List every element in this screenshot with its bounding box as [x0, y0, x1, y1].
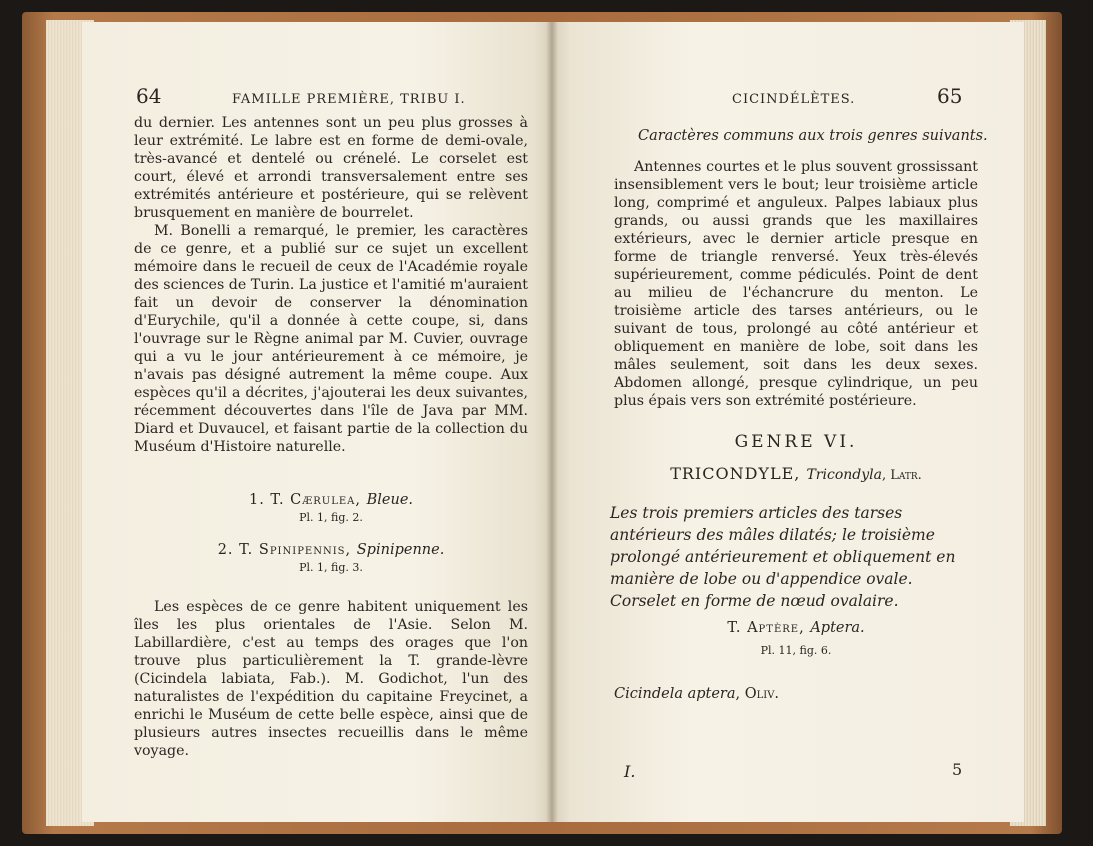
- species-aptera-latin: Aptera.: [810, 620, 865, 636]
- left-paragraph-1: du dernier. Les antennes sont un peu plus grosses à leur extrémité. Le labre est en forme de demi-ovale, très-avancé et dentelé ou crénelé. Le corselet est court, élevé et arrondi transversalement entre ses extrémités antérieure et postérieure, qui se relèvent brusquement en manière de bourrelet.: [134, 115, 528, 221]
- species-entry-2: [134, 542, 528, 574]
- left-paragraph-3: Les espèces de ce genre habitent uniquement les îles les plus orientales de l'Asie. Selon M. Labillardière, c'est au temps des orages que l'on trouve plus particulièrement la T. grande-lèvre (Cicindela labiata, Fab.). M. Godichot, l'un des naturalistes de l'expédition du capitaine Freycinet, a enrichi le Muséum de cette belle espèce, ainsi que de plusieurs autres insectes recueillis dans le même voyage.: [134, 599, 528, 759]
- running-head-left: FAMILLE PREMIÈRE, TRIBU I.: [232, 92, 466, 107]
- left-body-top: [134, 114, 528, 456]
- genus-latin: Tricondyla: [806, 467, 882, 483]
- species-2-french: Spinipenne.: [356, 542, 445, 558]
- genus-author: , Latr.: [881, 468, 922, 483]
- species-entry-1: [134, 492, 528, 524]
- genus-name: TRICONDYLE,: [670, 464, 807, 483]
- genus-heading: [614, 464, 978, 483]
- signature-volume: I.: [624, 762, 636, 781]
- left-paragraph-2: M. Bonelli a remarqué, le premier, les caractères de ce genre, et a publié sur ce sujet un excellent mémoire dans le recueil de ceux de l'Académie royale des sciences de Turin. La justice et l'amitié m'auraient fait un devoir de conserver la dénomination d'Eurychile, qu'il a donnée à cette coupe, si, dans l'ouvrage sur le Règne animal par M. Cuvier, ouvrage qui a vu le jour antérieurement à ce mémoire, je n'avais pas désigné autrement la même coupe. Aux espèces qu'il a décrites, j'ajouterai les deux suivantes, récemment découvertes dans l'île de Java par MM. Diard et Duvaucel, et faisant partie de la collection du Muséum d'Histoire naturelle.: [134, 223, 528, 455]
- right-page: [552, 22, 1024, 822]
- species-2-name: 2. T. Spinipennis,: [217, 542, 357, 558]
- synonym: [614, 686, 779, 702]
- synonym-latin: Cicindela aptera: [614, 686, 736, 702]
- signature-number: 5: [952, 760, 963, 779]
- right-paragraph-1: Antennes courtes et le plus souvent grossissant insensiblement vers le bout; leur troisième article long, comprimé et anguleux. Palpes labiaux plus grands, ou aussi grands que les maxillaires extérieurs, avec le dernier article presque en forme de triangle renversé. Yeux très-élevés supérieurement, comme pédiculés. Point de dent au milieu de l'échancrure du menton. Le troisième article des tarses antérieurs, ou le suivant de tous, prolongé au côté antérieur et obliquement en manière de lobe, soit dans les mâles seulement, soit dans les deux sexes. Abdomen allongé, presque cylindrique, un peu plus épais vers son extrémité postérieure.: [614, 159, 978, 409]
- species-2-plate: Pl. 1, fig. 3.: [299, 561, 363, 574]
- species-entry-aptera: [614, 620, 978, 657]
- page-number-left: 64: [136, 84, 162, 108]
- genre-heading: GENRE VI.: [734, 432, 858, 452]
- running-head-right: CICINDÉLÈTES.: [732, 92, 856, 107]
- species-aptera-name: T. Aptère,: [727, 620, 811, 636]
- book-gutter: [546, 22, 558, 822]
- species-aptera-plate: Pl. 11, fig. 6.: [760, 644, 832, 657]
- species-1-name: 1. T. Cærulea,: [248, 492, 367, 508]
- left-body-bottom: [134, 598, 528, 760]
- species-1-french: Bleue.: [366, 492, 414, 508]
- left-page: [82, 22, 552, 822]
- section-title: Caractères communs aux trois genres suivants.: [638, 128, 988, 144]
- species-1-plate: Pl. 1, fig. 2.: [299, 511, 363, 524]
- right-body: [614, 158, 978, 410]
- page-number-right: 65: [937, 84, 963, 108]
- synonym-author: , Oliv.: [735, 686, 780, 702]
- genus-diagnosis: Les trois premiers articles des tarses antérieurs des mâles dilatés; le troisième prolongé antérieurement et obliquement en manière de lobe ou d'appendice ovale. Corselet en forme de nœud ovalaire.: [610, 504, 956, 610]
